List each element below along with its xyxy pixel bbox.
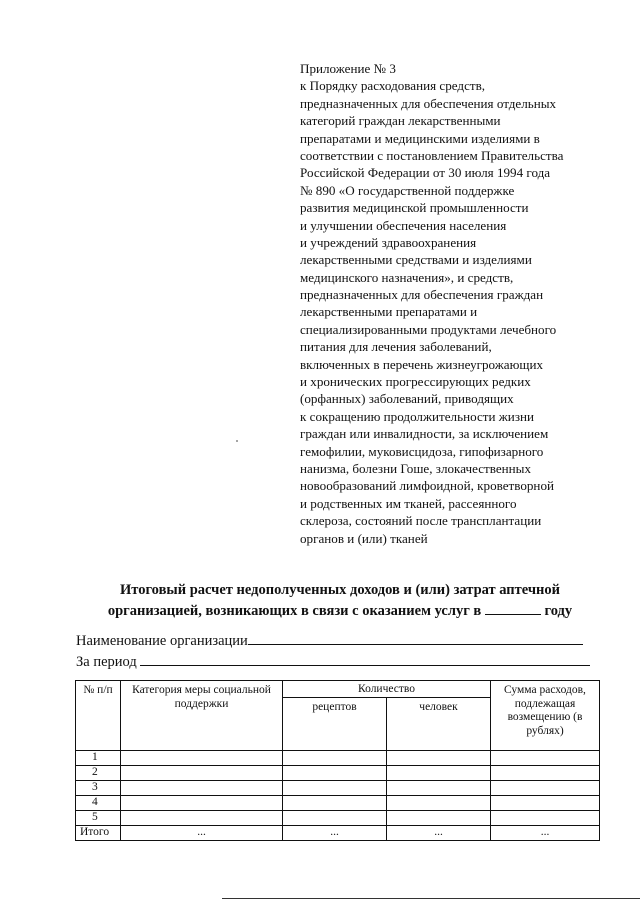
appendix-line: граждан или инвалидности, за исключением: [300, 426, 549, 442]
document-title: [60, 580, 620, 621]
cell-amount: [491, 751, 600, 766]
scan-speck: [236, 440, 238, 442]
row-number: 2: [76, 766, 121, 781]
calculation-table: [75, 680, 600, 841]
appendix-line: соответствии с постановлением Правительства: [300, 147, 564, 163]
header-people: человек: [387, 698, 491, 751]
appendix-line: новообразований лимфоидной, кроветворной: [300, 478, 554, 494]
total-row: [76, 826, 600, 841]
total-category-ellipsis: ...: [121, 826, 283, 841]
appendix-line: гемофилии, муковисцидоза, гипофизарного: [300, 443, 544, 459]
appendix-line: включенных в перечень жизнеугрожающих: [300, 356, 544, 372]
appendix-line: и родственных им тканей, рассеянного: [300, 495, 517, 511]
cell-people: [387, 796, 491, 811]
appendix-line: и хронических прогрессирующих редких: [300, 374, 531, 390]
organization-fill-line: [248, 632, 583, 645]
table-row: [76, 751, 600, 766]
appendix-line: нанизма, болезни Гоше, злокачественных: [300, 460, 532, 476]
footer-rule: [222, 898, 640, 899]
table-row: [76, 796, 600, 811]
cell-amount: [491, 781, 600, 796]
appendix-line: (орфанных) заболеваний, приводящих: [300, 391, 514, 407]
cell-amount: [491, 766, 600, 781]
table-row: [76, 781, 600, 796]
appendix-line: Российской Федерации от 30 июля 1994 года: [300, 165, 551, 181]
cell-people: [387, 751, 491, 766]
appendix-line: № 890 «О государственной поддержке: [300, 182, 515, 198]
appendix-line: питания для лечения заболеваний,: [300, 339, 492, 355]
appendix-line: предназначенных для обеспечения граждан: [300, 287, 544, 303]
cell-recipes: [283, 811, 387, 826]
appendix-line: лекарственными препаратами и: [300, 304, 478, 320]
period-fill-line: [140, 653, 590, 666]
cell-category: [121, 781, 283, 796]
total-recipes-ellipsis: ...: [283, 826, 387, 841]
cell-recipes: [283, 796, 387, 811]
period-field: [76, 653, 590, 671]
appendix-line: предназначенных для обеспечения отдельных: [300, 95, 557, 111]
cell-category: [121, 796, 283, 811]
title-line-1: Итоговый расчет недополученных доходов и (или) затрат аптечной: [120, 582, 560, 598]
organization-label: Наименование организации: [76, 633, 248, 649]
appendix-line: развития медицинской промышленности: [300, 200, 529, 216]
title-line-2: [60, 600, 620, 621]
appendix-line: специализированными продуктами лечебного: [300, 321, 557, 337]
cell-category: [121, 766, 283, 781]
total-people-ellipsis: ...: [387, 826, 491, 841]
row-number: 5: [76, 811, 121, 826]
cell-people: [387, 811, 491, 826]
row-number: 4: [76, 796, 121, 811]
table-row: [76, 766, 600, 781]
appendix-line: и улучшении обеспечения населения: [300, 217, 507, 233]
appendix-line: и учреждений здравоохранения: [300, 234, 477, 250]
period-label: За период: [76, 654, 137, 670]
appendix-line: медицинского назначения», и средств,: [300, 269, 514, 285]
table-row: [76, 811, 600, 826]
cell-category: [121, 751, 283, 766]
appendix-line: препаратами и медицинскими изделиями в: [300, 130, 540, 146]
cell-recipes: [283, 781, 387, 796]
organization-field: [76, 632, 583, 650]
appendix-line: категорий граждан лекарственными: [300, 113, 501, 129]
title-line-2-year: году: [544, 603, 573, 619]
appendix-line: органов и (или) тканей: [300, 530, 428, 546]
total-label: Итого: [76, 826, 121, 841]
appendix-line: склероза, состояний после трансплантации: [300, 513, 542, 529]
appendix-block: [300, 60, 600, 547]
appendix-line: Приложение № 3: [300, 61, 396, 76]
header-category: Категория меры социальной поддержки: [121, 681, 283, 751]
year-blank: [485, 600, 541, 615]
cell-category: [121, 811, 283, 826]
cell-amount: [491, 811, 600, 826]
row-number: 1: [76, 751, 121, 766]
header-num: № п/п: [76, 681, 121, 751]
appendix-line: к сокращению продолжительности жизни: [300, 408, 534, 424]
header-row-1: [76, 681, 600, 698]
header-recipes: рецептов: [283, 698, 387, 751]
header-quantity: Количество: [283, 681, 491, 698]
title-line-2-text: организацией, возникающих в связи с оказанием услуг в: [107, 603, 482, 619]
cell-recipes: [283, 766, 387, 781]
appendix-line: лекарственными средствами и изделиями: [300, 252, 532, 268]
cell-people: [387, 781, 491, 796]
appendix-line: к Порядку расходования средств,: [300, 78, 486, 94]
cell-amount: [491, 796, 600, 811]
cell-people: [387, 766, 491, 781]
cell-recipes: [283, 751, 387, 766]
header-amount: Сумма расходов, подлежащая возмещению (в рублях): [491, 681, 600, 751]
total-amount-ellipsis: ...: [491, 826, 600, 841]
row-number: 3: [76, 781, 121, 796]
